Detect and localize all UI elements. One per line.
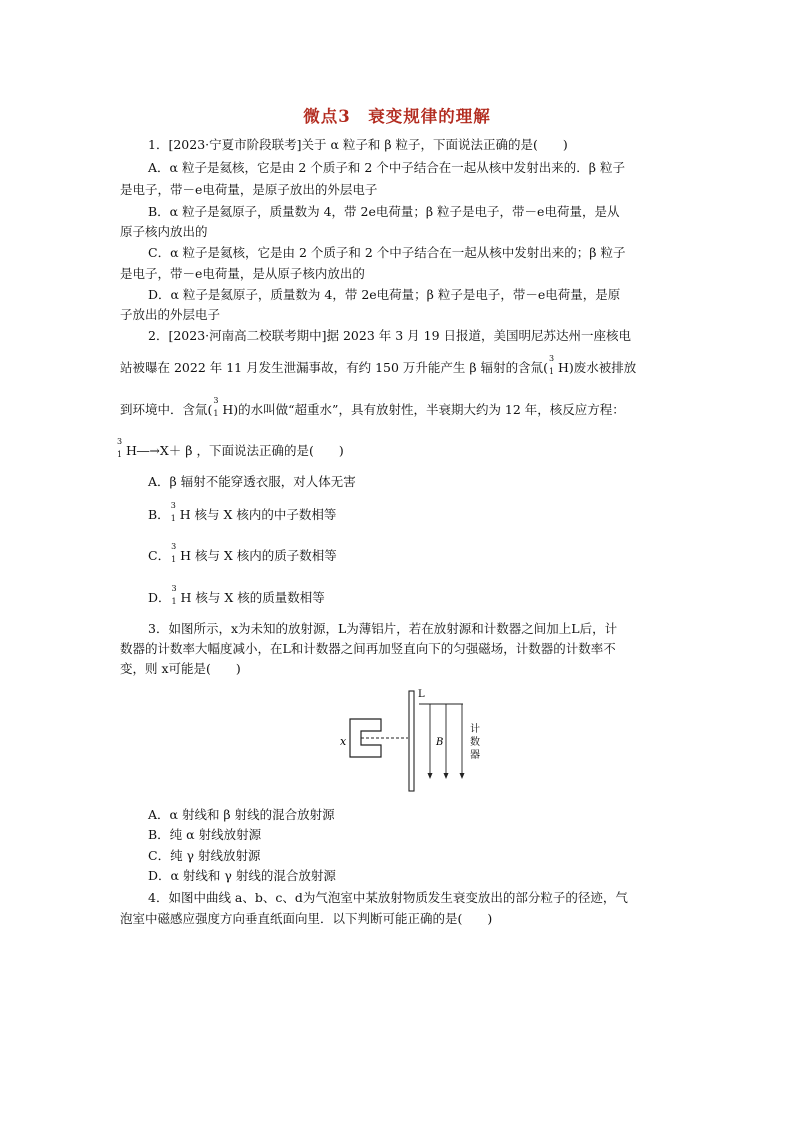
q2-line2 (120, 354, 637, 377)
q3-line2: 数器的计数率大幅度减小，在L和计数器之间再加竖直向下的匀强磁场，计数器的计数率不 (120, 641, 616, 656)
q2-option-c-label: C． (148, 548, 171, 563)
nuclide-mass-number: 3 (171, 542, 177, 551)
magnetic-field-arrowheads (428, 773, 465, 779)
q2-line2-text-a: 站被曝在 2022 年 11 月发生泄漏事故，有约 150 万升能产生 β 辐射的含氚( (120, 360, 548, 375)
field-b-label: B (436, 737, 444, 748)
q3-option-b: B．纯 α 射线放射源 (148, 827, 262, 842)
q3-line3: 变，则 x可能是( ) (120, 661, 241, 676)
tritium-nuclide-symbol (170, 542, 180, 564)
nuclide-charge-number: 1 (117, 450, 123, 459)
nuclide-mass-number: 3 (170, 501, 176, 510)
q1-option-c-line1: C．α 粒子是氦核，它是由 2 个质子和 2 个中子结合在一起从核中发射出来的；β 粒子 (148, 245, 626, 260)
nuclide-mass-number: 3 (548, 354, 555, 363)
q3-line1: 3．如图所示，x为未知的放射源，L为薄铝片，若在放射源和计数器之间加上L后，计 (148, 621, 618, 636)
q2-option-c (148, 542, 337, 565)
q4-line2: 泡室中磁感应强度方向垂直纸面向里．以下判断可能正确的是( ) (120, 911, 493, 926)
tritium-nuclide-symbol (212, 396, 222, 418)
source-x-label: x (340, 735, 347, 748)
foil-l-label: L (418, 689, 425, 700)
q3-option-c: C．纯 γ 射线放射源 (148, 848, 261, 863)
q1-stem: 1．[2023·宁夏市阶段联考]关于 α 粒子和 β 粒子，下面说法正确的是( ) (148, 137, 568, 152)
nuclide-charge-number: 1 (548, 367, 555, 376)
q3-option-d: D．α 射线和 γ 射线的混合放射源 (148, 868, 336, 883)
nuclide-mass-number: 3 (213, 396, 219, 405)
q2-reaction-line (116, 437, 344, 460)
tritium-nuclide-symbol (171, 584, 181, 606)
q1-option-d-line2: 子放出的外层电子 (120, 307, 221, 322)
page-title: 微点3 衰变规律的理解 (303, 107, 491, 126)
q2-option-d-label: D． (148, 590, 171, 605)
nuclide-charge-number: 1 (213, 409, 219, 418)
q1-option-c-line2: 是电子，带－e电荷量，是从原子核内放出的 (120, 266, 365, 281)
q2-option-d-text: H 核与 X 核的质量数相等 (180, 590, 325, 605)
q2-line2-text-b: H)废水被排放 (557, 360, 637, 375)
nuclide-mass-number: 3 (171, 584, 177, 593)
tritium-nuclide-symbol (116, 437, 126, 459)
q2-line3 (120, 396, 625, 419)
counter-label-char-1: 计 (470, 724, 480, 735)
q1-option-d-line1: D．α 粒子是氦原子，质量数为 4，带 2e电荷量；β 粒子是电子，带－e电荷量，是原 (148, 287, 621, 302)
q2-option-b (148, 501, 337, 524)
q2-option-b-label: B． (148, 507, 170, 522)
q1-option-b-line2: 原子核内放出的 (120, 224, 208, 239)
nuclide-mass-number: 3 (117, 437, 123, 446)
q2-reaction-text: H―→X＋ β ，下面说法正确的是( ) (126, 443, 344, 458)
q1-option-a-line1: A．α 粒子是氦核，它是由 2 个质子和 2 个中子结合在一起从核中发射出来的．β 粒子 (148, 160, 625, 175)
aluminum-foil-l (409, 691, 414, 791)
q2-option-a: A．β 辐射不能穿透衣服，对人体无害 (148, 474, 356, 489)
nuclide-charge-number: 1 (171, 597, 177, 606)
counter-label-char-3: 器 (470, 750, 480, 761)
q1-option-a-line2: 是电子，带－e电荷量，是原子放出的外层电子 (120, 182, 378, 197)
nuclide-charge-number: 1 (170, 514, 176, 523)
q2-option-c-text: H 核与 X 核内的质子数相等 (180, 548, 337, 563)
q2-line3-text-b: H)的水叫做“超重水”，具有放射性，半衰期大约为 12 年，核反应方程： (222, 402, 625, 417)
q2-line3-text-a: 到环境中．含氚( (120, 402, 213, 417)
q3-option-a: A．α 射线和 β 射线的混合放射源 (148, 807, 335, 822)
magnetic-field-lines (430, 704, 462, 776)
tritium-nuclide-symbol (170, 501, 180, 523)
q3-figure (330, 683, 490, 795)
nuclide-charge-number: 1 (171, 555, 177, 564)
q1-option-b-line1: B．α 粒子是氦原子，质量数为 4，带 2e电荷量；β 粒子是电子，带－e电荷量，是从 (148, 204, 620, 219)
counter-label-char-2: 数 (470, 737, 480, 748)
q2-option-d (148, 584, 325, 607)
q2-line1: 2．[2023·河南高二校联考期中]据 2023 年 3 月 19 日报道，美国明尼苏达州一座核电 (148, 328, 632, 343)
q2-option-b-text: H 核与 X 核内的中子数相等 (179, 507, 337, 522)
q4-line1: 4．如图中曲线 a、b、c、d为气泡室中某放射物质发生衰变放出的部分粒子的径迹，气 (148, 890, 628, 905)
tritium-nuclide-symbol (548, 354, 558, 376)
